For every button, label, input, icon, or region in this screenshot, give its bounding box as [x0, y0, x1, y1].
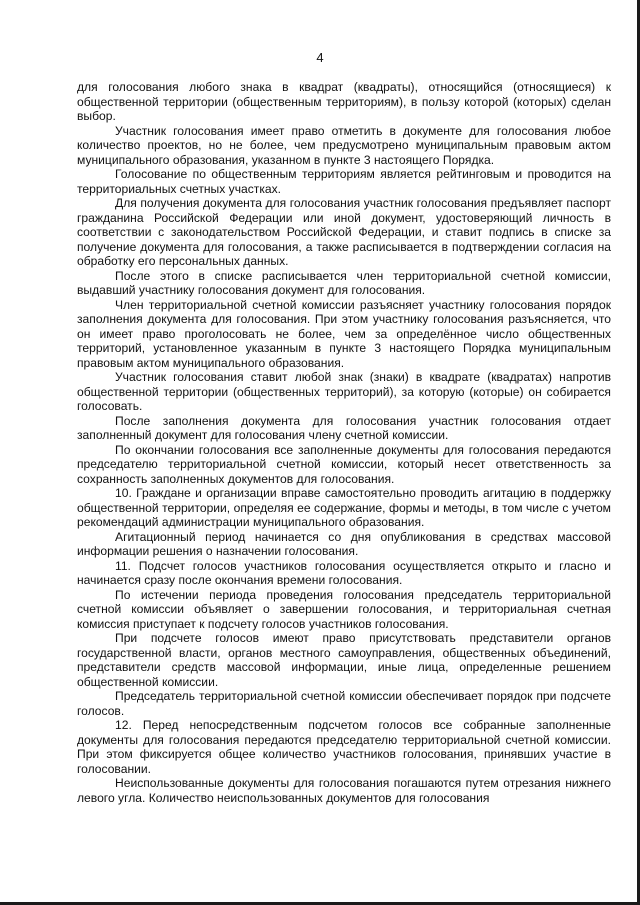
paragraph: По истечении периода проведения голосования председатель территориальной счетной комиссии объявляет о завершении голосования, и территориальная счетная комиссия приступает к подсчету голосов участников голосования.	[77, 587, 611, 631]
paragraph: Голосование по общественным территориям является рейтинговым и проводится на территориальных счетных участках.	[77, 167, 611, 196]
paragraph: Участник голосования имеет право отметить в документе для голосования любое количество проектов, но не более, чем предусмотрено муниципальным правовым актом муниципального образования, указанном в пункте 3 настоящего Порядка.	[77, 123, 611, 167]
paragraph: По окончании голосования все заполненные документы для голосования передаются председателю территориальной счетной комиссии, который несет ответственность за сохранность заполненных документов для голосования.	[77, 442, 611, 486]
page-number: 4	[316, 50, 324, 65]
paragraph: Агитационный период начинается со дня опубликования в средствах массовой информации решения о назначении голосования.	[77, 529, 611, 558]
paragraph: При подсчете голосов имеют право присутствовать представители органов государственной власти, органов местного самоуправления, общественных объединений, представители средств массовой информации, иные лица, определенные решением общественной комиссии.	[77, 631, 611, 689]
paragraph-item-10: 10. Граждане и организации вправе самостоятельно проводить агитацию в поддержку общественной территории, определяя ее содержание, формы и методы, в том числе с учетом рекомендаций администрации муниципального образования.	[77, 486, 611, 529]
paragraph-item-11: 11. Подсчет голосов участников голосования осуществляется открыто и гласно и начинается сразу после окончания времени голосования.	[77, 558, 611, 587]
paragraph: После этого в списке расписывается член территориальной счетной комиссии, выдавший участнику голосования документ для голосования.	[77, 268, 611, 297]
paragraph: Участник голосования ставит любой знак (знаки) в квадрате (квадратах) напротив общественной территории (общественных территорий), за которую (которые) он собирается голосовать.	[77, 370, 611, 413]
paragraph-item-12: 12. Перед непосредственным подсчетом голосов все собранные заполненные документы для голосования передаются председателю территориальной счетной комиссии. При этом фиксируется общее количество участников голосования, принявших участие в голосовании.	[77, 718, 611, 776]
paragraph: После заполнения документа для голосования участник голосования отдает заполненный документ для голосования члену счетной комиссии.	[77, 413, 611, 442]
paragraph-continuation: для голосования любого знака в квадрат (квадраты), относящийся (относящиеся) к общественной территории (общественным территориям), в пользу которой (которых) сделан выбор.	[77, 80, 611, 123]
paragraph: Председатель территориальной счетной комиссии обеспечивает порядок при подсчете голосов.	[77, 689, 611, 718]
paragraph: Для получения документа для голосования участник голосования предъявляет паспорт гражданина Российской Федерации или иной документ, удостоверяющий личность в соответствии с законодательством Российской Федерации, и ставит подпись в списке за получение документа для голосования, а также расписывается в подтверждении согласия на обработку его персональных данных.	[77, 196, 611, 268]
paragraph: Неиспользованные документы для голосования погашаются путем отрезания нижнего левого угла. Количество неиспользованных документов для голосования	[77, 776, 611, 805]
document-body	[77, 80, 611, 805]
paragraph: Член территориальной счетной комиссии разъясняет участнику голосования порядок заполнения документа для голосования. При этом участнику голосования разъясняется, что он имеет право проголосовать не более, чем за определённое число общественных территорий, установленное указанным в пункте 3 настоящего Порядка муниципальным правовым актом муниципального образования.	[77, 297, 611, 370]
